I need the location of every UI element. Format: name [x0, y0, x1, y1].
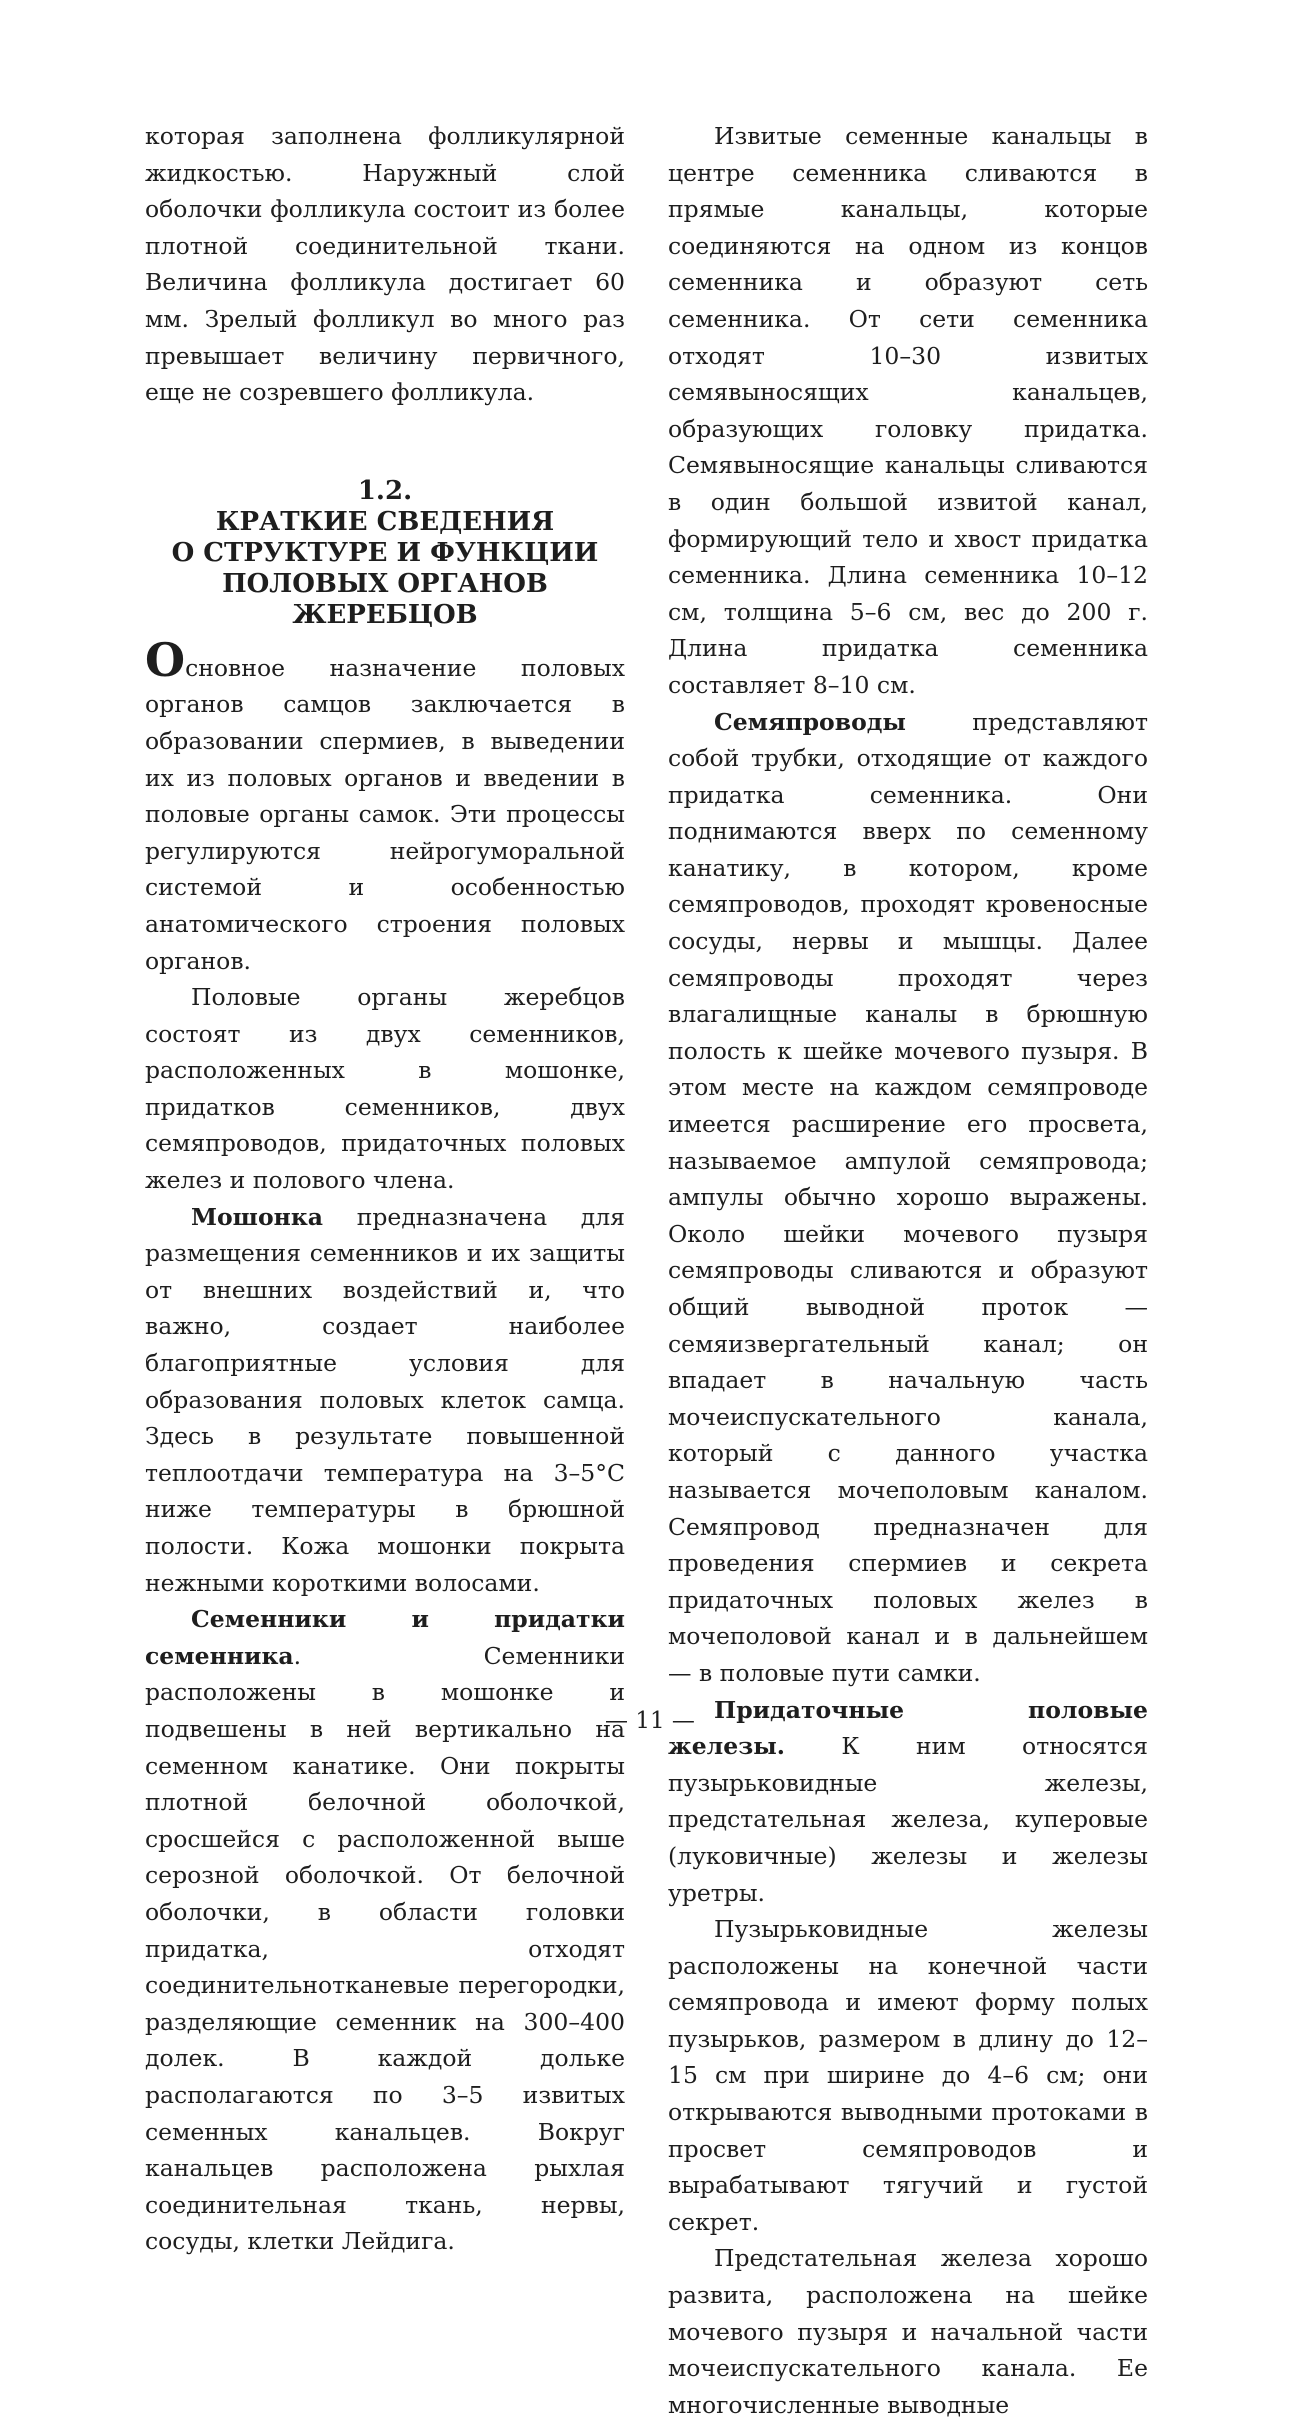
testes-paragraph: [145, 1601, 625, 2260]
vesicular-glands-paragraph: Пузырьковидные железы расположены на конечной части семяпровода и имеют форму полых пузырьков, размером в длину до 12–15 см при ширине до 4–6 см; они открываются выводными протоками в просвет семяпроводов и вырабатывают тягучий и густой секрет.: [668, 1915, 1148, 2236]
accessory-glands-term: Придаточные половые железы.: [668, 1695, 1148, 1761]
section-heading: [145, 476, 625, 631]
section-title-line-3: ПОЛОВЫХ ОРГАНОВ: [222, 568, 548, 599]
intro-text: сновное назначение половых органов самцов заключается в образовании спермиев, в выведении их из половых органов и введении в половые органы самок. Эти процессы регулируются нейрогуморальной системой и особенностью анатомического строения половых органов.: [145, 653, 625, 975]
testes-term: Семенники и придатки семенника: [145, 1605, 625, 1670]
page-number: — 11 —: [605, 1708, 695, 1734]
intro-paragraph: [145, 632, 625, 979]
section-title-line-1: КРАТКИЕ СВЕДЕНИЯ: [215, 506, 555, 537]
scrotum-term: Мошонка: [191, 1202, 324, 1231]
testes-text: . Семенники расположены в мошонке и подвешены в ней вертикально на семенном канатике. Они покрыты плотной белочной оболочкой, сросшейся с расположенной выше серозной оболочкой. От белочной оболочки, в области головки придатка, отходят соединительнотканевые перегородки, разделяющие семенник на 300–400 долек. В каждой дольке располагаются по 3–5 извитых семенных канальцев. Вокруг канальцев расположена рыхлая соединительная ткань, нервы, сосуды, клетки Лейдига.: [145, 1641, 625, 2256]
left-column: [145, 118, 625, 2260]
section-title-line-2: О СТРУКТУРЕ И ФУНКЦИИ: [171, 537, 599, 568]
vas-deferens-paragraph: [668, 704, 1148, 1692]
continuation-paragraph: которая заполнена фолликулярной жидкостью. Наружный слой оболочки фолликула состоит из более плотной соединительной ткани. Величина фолликула достигает 60 мм. Зрелый фолликул во много раз превышает величину первичного, еще не созревшего фолликула.: [145, 122, 625, 407]
vas-deferens-term: Семяпроводы: [714, 707, 906, 736]
scrotum-text: предназначена для размещения семенников и их защиты от внешних воздействий и, что важно, создает наиболее благоприятные условия для образования половых клеток самца. Здесь в результате повышенной теплоотдачи температура на 3–5°С ниже температуры в брюшной полости. Кожа мошонки покрыта нежными короткими волосами.: [145, 1202, 625, 1597]
vas-deferens-text: представляют собой трубки, отходящие от каждого придатка семенника. Они поднимаются вверх по семенному канатику, в котором, кроме семяпроводов, проходят кровеносные сосуды, нервы и мышцы. Далее семяпроводы проходят через влагалищные каналы в брюшную полость к шейке мочевого пузыря. В этом месте на каждом семяпроводе имеется расширение его просвета, называемое ампулой семяпровода; ампулы обычно хорошо выражены. Около шейки мочевого пузыря семяпроводы сливаются и образуют общий выводной проток — семяизвергательный канал; он впадает в начальную часть мочеиспускательного канала, который с данного участка называется мочеполовым каналом. Семяпровод предназначен для проведения спермиев и секрета придаточных половых желез в мочеполовой канал и в дальнейшем — в половые пути самки.: [668, 707, 1148, 1687]
section-title-line-4: ЖЕРЕБЦОВ: [292, 599, 478, 630]
scrotum-paragraph: [145, 1199, 625, 1602]
right-column: [668, 118, 1148, 2423]
accessory-glands-text: К ним относятся пузырьковидные железы, предстательная железа, куперовые (луковичные) железы и железы уретры.: [668, 1732, 1148, 1907]
organs-paragraph: Половые органы жеребцов состоят из двух семенников, расположенных в мошонке, придатков семенников, двух семяпроводов, придаточных половых желез и полового члена.: [145, 983, 625, 1195]
drop-cap: О: [145, 632, 186, 687]
tubules-paragraph: Извитые семенные канальцы в центре семенника сливаются в прямые канальцы, которые соединяются на одном из концов семенника и образуют сеть семенника. От сети семенника отходят 10–30 извитых семявыносящих канальцев, образующих головку придатка. Семявыносящие канальцы сливаются в один большой извитой канал, формирующий тело и хвост придатка семенника. Длина семенника 10–12 см, толщина 5–6 см, вес до 200 г. Длина придатка семенника составляет 8–10 см.: [668, 122, 1148, 699]
section-number: 1.2.: [357, 475, 413, 506]
prostate-paragraph: Предстательная железа хорошо развита, расположена на шейке мочевого пузыря и начальной части мочеиспускательного канала. Ее многочисленные выводные: [668, 2244, 1148, 2419]
